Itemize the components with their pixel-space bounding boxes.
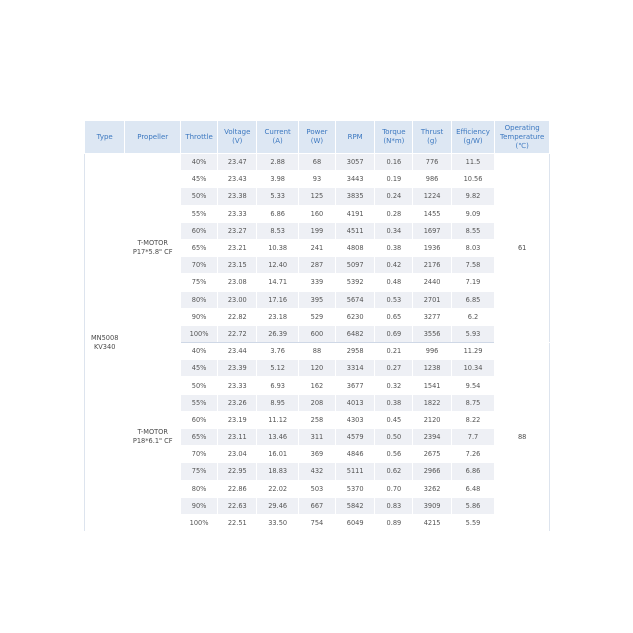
cell-power: 369: [298, 446, 335, 463]
cell-thrust: 2176: [413, 257, 451, 274]
cell-current: 6.93: [257, 377, 298, 394]
cell-efficiency: 9.82: [451, 188, 495, 205]
cell-voltage: 23.47: [218, 154, 257, 171]
cell-power: 667: [298, 497, 335, 514]
header-current-unit: (A): [272, 137, 283, 145]
cell-thrust: 2966: [413, 463, 451, 480]
cell-current: 5.12: [257, 360, 298, 377]
header-efficiency: [451, 121, 495, 154]
cell-rpm: 3057: [336, 154, 375, 171]
cell-thrust: 996: [413, 343, 451, 360]
cell-voltage: 23.43: [218, 171, 257, 188]
header-thrust-unit: (g): [427, 137, 438, 145]
motor-test-table: [84, 120, 550, 532]
header-power: [298, 121, 335, 154]
cell-throttle: 70%: [181, 257, 218, 274]
cell-rpm: 6049: [336, 514, 375, 531]
cell-voltage: 23.04: [218, 446, 257, 463]
cell-throttle: 60%: [181, 411, 218, 428]
cell-throttle: 60%: [181, 222, 218, 239]
cell-torque: 0.45: [375, 411, 413, 428]
cell-power: 529: [298, 308, 335, 325]
cell-voltage: 23.11: [218, 429, 257, 446]
cell-current: 5.33: [257, 188, 298, 205]
header-voltage: [218, 121, 257, 154]
cell-current: 17.16: [257, 291, 298, 308]
cell-throttle: 90%: [181, 308, 218, 325]
cell-rpm: 4511: [336, 222, 375, 239]
cell-throttle: 45%: [181, 360, 218, 377]
cell-thrust: 2440: [413, 274, 451, 291]
cell-thrust: 3277: [413, 308, 451, 325]
cell-torque: 0.38: [375, 394, 413, 411]
table-row: [85, 343, 550, 360]
header-voltage-label: Voltage: [224, 128, 251, 136]
cell-throttle: 45%: [181, 171, 218, 188]
cell-torque: 0.69: [375, 325, 413, 342]
cell-rpm: 5111: [336, 463, 375, 480]
cell-rpm: 4579: [336, 429, 375, 446]
cell-efficiency: 7.58: [451, 257, 495, 274]
cell-current: 29.46: [257, 497, 298, 514]
cell-throttle: 50%: [181, 188, 218, 205]
cell-torque: 0.83: [375, 497, 413, 514]
cell-rpm: 4808: [336, 239, 375, 256]
cell-efficiency: 8.22: [451, 411, 495, 428]
cell-torque: 0.19: [375, 171, 413, 188]
cell-torque: 0.50: [375, 429, 413, 446]
cell-current: 13.46: [257, 429, 298, 446]
header-efficiency-label: Efficiency: [456, 128, 490, 136]
cell-thrust: 2701: [413, 291, 451, 308]
cell-current: 6.86: [257, 205, 298, 222]
cell-thrust: 4215: [413, 514, 451, 531]
cell-throttle: 40%: [181, 154, 218, 171]
motor-type-line: MN5008: [90, 333, 119, 342]
cell-current: 2.88: [257, 154, 298, 171]
propeller-line: T-MOTOR: [137, 428, 168, 437]
cell-power: 199: [298, 222, 335, 239]
cell-current: 22.02: [257, 480, 298, 497]
table-header-row: [85, 121, 550, 154]
cell-throttle: 90%: [181, 497, 218, 514]
cell-voltage: 23.15: [218, 257, 257, 274]
cell-efficiency: 10.34: [451, 360, 495, 377]
cell-thrust: 2120: [413, 411, 451, 428]
cell-efficiency: 11.29: [451, 343, 495, 360]
cell-current: 33.50: [257, 514, 298, 531]
cell-voltage: 23.19: [218, 411, 257, 428]
cell-thrust: 1697: [413, 222, 451, 239]
cell-torque: 0.16: [375, 154, 413, 171]
cell-thrust: 1224: [413, 188, 451, 205]
cell-thrust: 3262: [413, 480, 451, 497]
cell-voltage: 23.27: [218, 222, 257, 239]
cell-current: 23.18: [257, 308, 298, 325]
cell-power: 88: [298, 343, 335, 360]
cell-current: 8.95: [257, 394, 298, 411]
cell-voltage: 22.82: [218, 308, 257, 325]
cell-efficiency: 9.09: [451, 205, 495, 222]
cell-rpm: 4013: [336, 394, 375, 411]
cell-torque: 0.24: [375, 188, 413, 205]
header-thrust-label: Thrust: [420, 128, 444, 136]
motor-test-table-container: [84, 120, 550, 532]
cell-throttle: 55%: [181, 394, 218, 411]
cell-voltage: 23.33: [218, 377, 257, 394]
cell-torque: 0.48: [375, 274, 413, 291]
cell-voltage: 23.39: [218, 360, 257, 377]
cell-current: 10.38: [257, 239, 298, 256]
cell-efficiency: 8.55: [451, 222, 495, 239]
cell-power: 120: [298, 360, 335, 377]
cell-rpm: 5392: [336, 274, 375, 291]
cell-throttle: 65%: [181, 429, 218, 446]
cell-efficiency: 7.19: [451, 274, 495, 291]
cell-rpm: 5674: [336, 291, 375, 308]
cell-current: 12.40: [257, 257, 298, 274]
cell-efficiency: 7.7: [451, 429, 495, 446]
cell-voltage: 22.95: [218, 463, 257, 480]
cell-thrust: 2394: [413, 429, 451, 446]
cell-power: 600: [298, 325, 335, 342]
cell-torque: 0.53: [375, 291, 413, 308]
propeller-line: T-MOTOR: [137, 239, 168, 248]
cell-power: 93: [298, 171, 335, 188]
propeller-line: P17*5.8" CF: [132, 248, 173, 257]
cell-torque: 0.28: [375, 205, 413, 222]
cell-rpm: 5842: [336, 497, 375, 514]
cell-throttle: 75%: [181, 274, 218, 291]
header-torque-label: Torque: [382, 128, 406, 136]
header-throttle: Throttle: [181, 121, 218, 154]
cell-torque: 0.70: [375, 480, 413, 497]
cell-throttle: 40%: [181, 343, 218, 360]
cell-power: 754: [298, 514, 335, 531]
cell-current: 8.53: [257, 222, 298, 239]
cell-thrust: 3556: [413, 325, 451, 342]
header-torque-unit: (N*m): [383, 137, 405, 145]
cell-rpm: 4303: [336, 411, 375, 428]
motor-type-cell: [85, 154, 125, 532]
cell-power: 258: [298, 411, 335, 428]
cell-current: 26.39: [257, 325, 298, 342]
cell-rpm: 3677: [336, 377, 375, 394]
cell-efficiency: 8.75: [451, 394, 495, 411]
cell-thrust: 1822: [413, 394, 451, 411]
cell-thrust: 1936: [413, 239, 451, 256]
cell-voltage: 23.00: [218, 291, 257, 308]
cell-thrust: 986: [413, 171, 451, 188]
header-rpm: RPM: [336, 121, 375, 154]
cell-efficiency: 7.26: [451, 446, 495, 463]
cell-power: 503: [298, 480, 335, 497]
cell-thrust: 2675: [413, 446, 451, 463]
cell-throttle: 55%: [181, 205, 218, 222]
cell-power: 241: [298, 239, 335, 256]
header-power-label: Power: [306, 128, 328, 136]
cell-rpm: 3443: [336, 171, 375, 188]
temperature-cell: 61: [495, 154, 550, 343]
cell-rpm: 5097: [336, 257, 375, 274]
cell-torque: 0.62: [375, 463, 413, 480]
cell-throttle: 100%: [181, 325, 218, 342]
header-torque: [375, 121, 413, 154]
cell-voltage: 23.21: [218, 239, 257, 256]
cell-efficiency: 6.48: [451, 480, 495, 497]
cell-torque: 0.65: [375, 308, 413, 325]
header-temperature-line2: Temperature: [500, 132, 545, 141]
propeller-line: P18*6.1" CF: [132, 437, 173, 446]
header-temperature: [495, 121, 550, 154]
table-row: [85, 154, 550, 171]
propeller-cell: [125, 154, 181, 343]
cell-rpm: 6482: [336, 325, 375, 342]
cell-voltage: 23.08: [218, 274, 257, 291]
cell-power: 68: [298, 154, 335, 171]
cell-throttle: 75%: [181, 463, 218, 480]
table-body: [85, 154, 550, 532]
cell-efficiency: 5.59: [451, 514, 495, 531]
cell-throttle: 80%: [181, 291, 218, 308]
cell-voltage: 22.72: [218, 325, 257, 342]
cell-throttle: 100%: [181, 514, 218, 531]
cell-current: 18.83: [257, 463, 298, 480]
cell-thrust: 3909: [413, 497, 451, 514]
cell-efficiency: 9.54: [451, 377, 495, 394]
cell-torque: 0.21: [375, 343, 413, 360]
temperature-cell: 88: [495, 343, 550, 532]
header-current-label: Current: [264, 128, 291, 136]
cell-power: 311: [298, 429, 335, 446]
cell-current: 11.12: [257, 411, 298, 428]
cell-efficiency: 5.86: [451, 497, 495, 514]
cell-throttle: 50%: [181, 377, 218, 394]
cell-efficiency: 5.93: [451, 325, 495, 342]
cell-voltage: 23.26: [218, 394, 257, 411]
header-voltage-unit: (V): [232, 137, 243, 145]
cell-power: 432: [298, 463, 335, 480]
cell-current: 3.98: [257, 171, 298, 188]
cell-efficiency: 6.2: [451, 308, 495, 325]
cell-rpm: 3835: [336, 188, 375, 205]
cell-thrust: 1541: [413, 377, 451, 394]
cell-torque: 0.42: [375, 257, 413, 274]
cell-efficiency: 6.85: [451, 291, 495, 308]
cell-rpm: 6230: [336, 308, 375, 325]
cell-rpm: 5370: [336, 480, 375, 497]
cell-voltage: 23.38: [218, 188, 257, 205]
cell-throttle: 65%: [181, 239, 218, 256]
header-efficiency-unit: (g/W): [463, 137, 483, 145]
header-current: [257, 121, 298, 154]
cell-torque: 0.89: [375, 514, 413, 531]
header-temperature-unit: (℃): [515, 141, 529, 150]
header-power-unit: (W): [310, 137, 324, 145]
header-type: Type: [85, 121, 125, 154]
cell-throttle: 70%: [181, 446, 218, 463]
cell-throttle: 80%: [181, 480, 218, 497]
cell-torque: 0.38: [375, 239, 413, 256]
header-thrust: [413, 121, 451, 154]
cell-current: 16.01: [257, 446, 298, 463]
cell-voltage: 22.63: [218, 497, 257, 514]
cell-current: 3.76: [257, 343, 298, 360]
cell-power: 162: [298, 377, 335, 394]
cell-thrust: 1455: [413, 205, 451, 222]
cell-efficiency: 10.56: [451, 171, 495, 188]
cell-power: 160: [298, 205, 335, 222]
cell-rpm: 3314: [336, 360, 375, 377]
motor-type-line: KV340: [93, 342, 116, 351]
cell-torque: 0.27: [375, 360, 413, 377]
cell-torque: 0.34: [375, 222, 413, 239]
header-propeller: Propeller: [125, 121, 181, 154]
cell-voltage: 22.86: [218, 480, 257, 497]
cell-power: 287: [298, 257, 335, 274]
cell-efficiency: 8.03: [451, 239, 495, 256]
cell-rpm: 2958: [336, 343, 375, 360]
cell-power: 125: [298, 188, 335, 205]
cell-torque: 0.32: [375, 377, 413, 394]
cell-rpm: 4191: [336, 205, 375, 222]
cell-power: 395: [298, 291, 335, 308]
cell-efficiency: 6.86: [451, 463, 495, 480]
cell-voltage: 22.51: [218, 514, 257, 531]
cell-rpm: 4846: [336, 446, 375, 463]
cell-thrust: 776: [413, 154, 451, 171]
cell-power: 339: [298, 274, 335, 291]
cell-torque: 0.56: [375, 446, 413, 463]
cell-current: 14.71: [257, 274, 298, 291]
header-temperature-line1: Operating: [504, 123, 540, 132]
cell-voltage: 23.44: [218, 343, 257, 360]
cell-thrust: 1238: [413, 360, 451, 377]
cell-efficiency: 11.5: [451, 154, 495, 171]
cell-voltage: 23.33: [218, 205, 257, 222]
propeller-cell: [125, 343, 181, 532]
cell-power: 208: [298, 394, 335, 411]
